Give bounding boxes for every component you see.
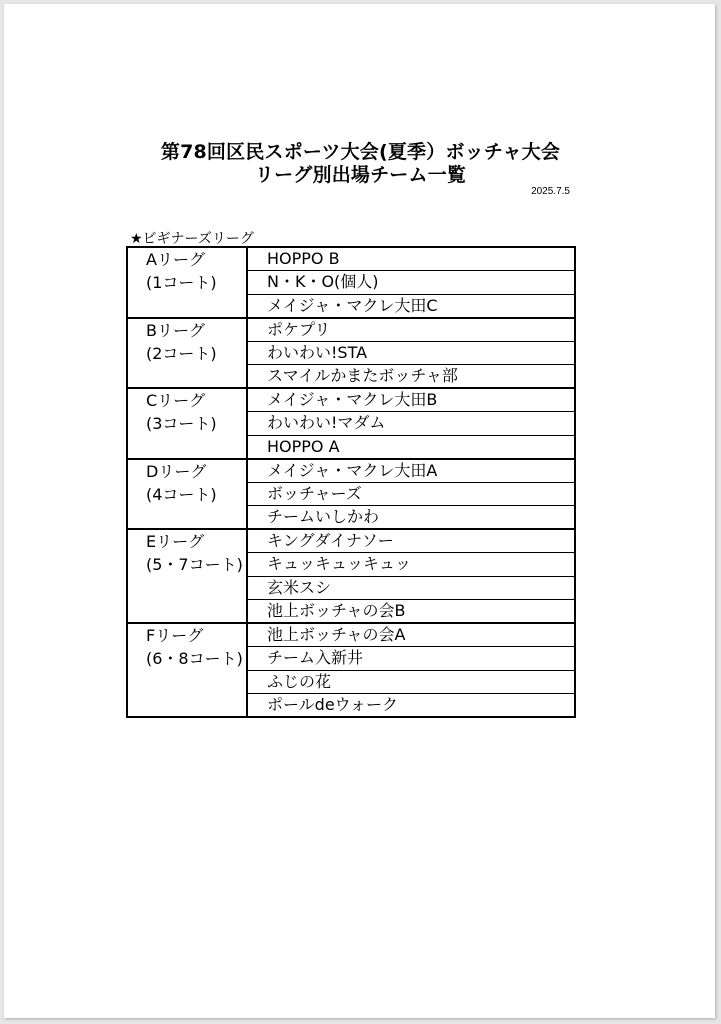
team-name: ふじの花 bbox=[247, 670, 575, 694]
table-row bbox=[127, 318, 575, 342]
team-name: ポールdeウォーク bbox=[247, 694, 575, 718]
team-name: N・K・O(個人) bbox=[247, 271, 575, 295]
team-name: わいわい!マダム bbox=[247, 412, 575, 436]
table-row bbox=[127, 388, 575, 412]
league-court: (3コート) bbox=[146, 414, 217, 433]
team-name: キュッキュッキュッ bbox=[247, 553, 575, 577]
league-cell bbox=[127, 388, 247, 459]
document-date: 2025.7.5 bbox=[531, 186, 570, 197]
table-row bbox=[127, 247, 575, 271]
team-name: 玄米スシ bbox=[247, 576, 575, 600]
team-name: キングダイナソー bbox=[247, 529, 575, 553]
league-court: (1コート) bbox=[146, 273, 217, 292]
table-row bbox=[127, 529, 575, 553]
team-name: ボッチャーズ bbox=[247, 482, 575, 506]
league-cell bbox=[127, 529, 247, 623]
league-table-body bbox=[127, 247, 575, 717]
team-name: チーム入新井 bbox=[247, 647, 575, 671]
league-cell bbox=[127, 247, 247, 318]
document-title: 第78回区民スポーツ大会(夏季）ボッチャ大会 bbox=[160, 141, 561, 163]
league-name: Cリーグ bbox=[146, 391, 206, 410]
league-name: Fリーグ bbox=[146, 626, 204, 645]
team-name: メイジャ・マクレ大田A bbox=[247, 459, 575, 483]
team-name: メイジャ・マクレ大田B bbox=[247, 388, 575, 412]
league-name: Eリーグ bbox=[146, 532, 205, 551]
league-court: (6・8コート) bbox=[146, 649, 243, 668]
league-court: (5・7コート) bbox=[146, 555, 243, 574]
team-name: HOPPO B bbox=[247, 247, 575, 271]
league-cell bbox=[127, 623, 247, 717]
league-cell bbox=[127, 318, 247, 389]
team-name: ポケプリ bbox=[247, 318, 575, 342]
team-name: スマイルかまたボッチャ部 bbox=[247, 365, 575, 389]
league-court: (2コート) bbox=[146, 343, 217, 363]
league-name: Bリーグ bbox=[146, 320, 205, 340]
table-row bbox=[127, 459, 575, 483]
league-cell bbox=[127, 459, 247, 530]
document-subtitle: リーグ別出場チーム一覧 bbox=[254, 164, 467, 186]
league-table bbox=[126, 246, 576, 718]
team-name: わいわい!STA bbox=[247, 341, 575, 365]
league-court: (4コート) bbox=[146, 484, 217, 504]
league-name: Aリーグ bbox=[146, 250, 205, 269]
team-name: メイジャ・マクレ大田C bbox=[247, 294, 575, 318]
league-name: Dリーグ bbox=[146, 461, 207, 481]
table-row bbox=[127, 623, 575, 647]
team-name: 池上ボッチャの会B bbox=[247, 600, 575, 624]
team-name: HOPPO A bbox=[247, 435, 575, 459]
team-name: チームいしかわ bbox=[247, 506, 575, 530]
team-name: 池上ボッチャの会A bbox=[247, 623, 575, 647]
section-label: ★ビギナーズリーグ bbox=[130, 231, 254, 247]
